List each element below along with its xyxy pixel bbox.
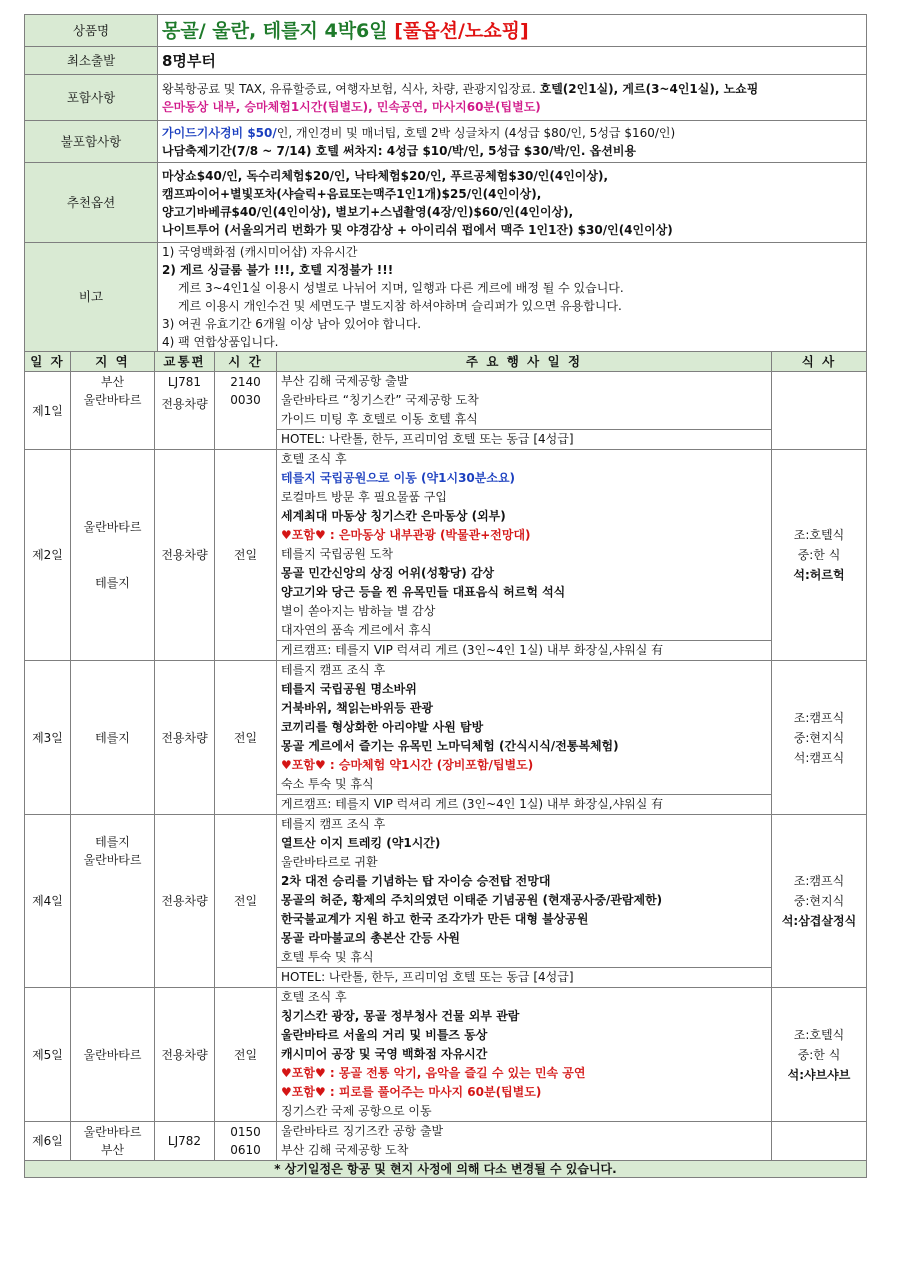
day-row-2 xyxy=(25,450,867,661)
excluded-label: 불포함사항 xyxy=(25,121,158,163)
day-label: 제3일 xyxy=(25,661,71,815)
day-meals: 조:캠프식 중:현지식 석:삼겹살정식 xyxy=(772,815,867,988)
day-time: 전일 xyxy=(215,815,277,988)
header-region: 지 역 xyxy=(71,352,155,372)
notes-label: 비고 xyxy=(25,243,158,352)
day-activities: 부산 김해 국제공항 출발 울란바타르 “칭기스칸” 국제공항 도착 가이드 미팅 후 호텔로 이동 호텔 휴식 HOTEL: 나란톨, 한두, 프리미엄 호텔 또는 동급 [4성급] xyxy=(277,372,772,450)
day-time: 0150 0610 xyxy=(215,1122,277,1161)
day-meals xyxy=(772,1122,867,1161)
included-highlight: 은마동상 내부, 승마체험1시간(팁별도), 민속공연, 마사지60분(팁별도) xyxy=(162,99,541,114)
day-time: 2140 0030 xyxy=(215,372,277,450)
product-info-table xyxy=(24,14,867,352)
header-meal: 식 사 xyxy=(772,352,867,372)
day-hotel: HOTEL: 나란톨, 한두, 프리미엄 호텔 또는 동급 [4성급] xyxy=(277,429,771,449)
min-departure-value: 8명부터 xyxy=(158,47,867,75)
day-label: 제2일 xyxy=(25,450,71,661)
day-transport: 전용차량 xyxy=(155,988,215,1122)
day-activities: 호텔 조식 후 칭기스칸 광장, 몽골 정부청사 건물 외부 관람 울란바타르 서울의 거리 및 비틀즈 동상 캐시미어 공장 및 국영 백화점 자유시간 ♥포함♥ : 몽골 전통 악기, 음악을 즐길 수 있는 민속 공연 ♥포함♥ : 피로를 풀어주는 마사지 60분(팁별도) 징기스칸 국제 공항으로 이동 xyxy=(277,988,772,1122)
day-region: 울란바타르 xyxy=(71,988,155,1122)
day-meals: 조:호텔식 중:한 식 석:샤브샤브 xyxy=(772,988,867,1122)
day-meals xyxy=(772,372,867,450)
day-row-4 xyxy=(25,815,867,988)
min-departure-label: 최소출발 xyxy=(25,47,158,75)
day-transport: 전용차량 xyxy=(155,815,215,988)
included-content: 왕복항공료 및 TAX, 유류할증료, 여행자보험, 식사, 차량, 관광지입장료. 호텔(2인1실), 게르(3~4인1실), 노쇼핑 은마동상 내부, 승마체험1시간(팁별도), 민속공연, 마사지60분(팁별도) xyxy=(158,75,867,121)
day-time: 전일 xyxy=(215,450,277,661)
day-activities: 울란바타르 징기즈칸 공항 출발 부산 김해 국제공항 도착 xyxy=(277,1122,772,1161)
product-name-label: 상품명 xyxy=(25,15,158,47)
day-time: 전일 xyxy=(215,988,277,1122)
product-tag: [풀옵션/노쇼핑] xyxy=(394,19,529,42)
day-region: 부산 울란바타르 xyxy=(71,372,155,450)
product-title: 몽골/ 울란, 테를지 4박6일 [풀옵션/노쇼핑] xyxy=(158,15,867,47)
day-region: 테를지 울란바타르 xyxy=(71,815,155,988)
header-time: 시 간 xyxy=(215,352,277,372)
day-row-6 xyxy=(25,1122,867,1161)
included-label: 포함사항 xyxy=(25,75,158,121)
itinerary-document xyxy=(24,14,866,1178)
notes-content: 1) 국영백화점 (캐시미어샵) 자유시간 2) 게르 싱글룸 불가 !!!, 호텔 지정불가 !!! 게르 3~4인1실 이용시 성별로 나뉘어 지며, 일행과 다른 게르에 배정 될 수 있습니다. 게르 이용시 개인수건 및 세면도구 별도지참 하셔야하며 슬리퍼가 있으면 유용합니다. 3) 여권 유효기간 6개월 이상 남아 있어야 합니다. 4) 팩 연합상품입니다. xyxy=(158,243,867,352)
day-transport: LJ781 전용차량 xyxy=(155,372,215,450)
header-schedule: 주 요 행 사 일 정 xyxy=(277,352,772,372)
day-meals: 조:호텔식 중:한 식 석:허르헉 xyxy=(772,450,867,661)
recommended-options-content: 마상쇼$40/인, 독수리체험$20/인, 낙타체험$20/인, 푸르공체험$30/인(4인이상), 캠프파이어+별빛포차(샤슬릭+음료또는맥주1인1개)$25/인(4인이상), 양고기바베큐$40/인(4인이상), 별보기+스냅촬영(4장/인)$60/인(4인이상), 나이트투어 (서울의거리 번화가 및 야경감상 + 아이리쉬 펍에서 맥주 1인1잔) $30/인(4인이상) xyxy=(158,163,867,243)
day-hotel: 게르캠프: 테를지 VIP 럭셔리 게르 (3인~4인 1실) 내부 화장실,샤워실 有 xyxy=(277,794,771,814)
day-hotel: 게르캠프: 테를지 VIP 럭셔리 게르 (3인~4인 1실) 내부 화장실,샤워실 有 xyxy=(277,640,771,660)
header-day: 일 자 xyxy=(25,352,71,372)
day-transport: 전용차량 xyxy=(155,661,215,815)
schedule-footer-note: * 상기일정은 항공 및 현지 사정에 의해 다소 변경될 수 있습니다. xyxy=(25,1161,867,1178)
day-region: 울란바타르 부산 xyxy=(71,1122,155,1161)
day-meals: 조:캠프식 중:현지식 석:캠프식 xyxy=(772,661,867,815)
day-row-1 xyxy=(25,372,867,450)
day-row-3 xyxy=(25,661,867,815)
schedule-table xyxy=(24,351,867,1178)
day-time: 전일 xyxy=(215,661,277,815)
day-transport: LJ782 xyxy=(155,1122,215,1161)
day-label: 제4일 xyxy=(25,815,71,988)
header-transport: 교통편 xyxy=(155,352,215,372)
day-transport: 전용차량 xyxy=(155,450,215,661)
day-label: 제6일 xyxy=(25,1122,71,1161)
day-row-5 xyxy=(25,988,867,1122)
day-activities: 테를지 캠프 조식 후 테를지 국립공원 명소바위 거북바위, 책읽는바위등 관광 코끼리를 형상화한 아리야발 사원 탐방 몽골 게르에서 즐기는 유목민 노마딕체험 (간식시식/전통복체험) ♥포함♥ : 승마체험 약1시간 (장비포함/팁별도) 숙소 투숙 및 휴식 게르캠프: 테를지 VIP 럭셔리 게르 (3인~4인 1실) 내부 화장실,샤워실 有 xyxy=(277,661,772,815)
day-activities: 호텔 조식 후 테를지 국립공원으로 이동 (약1시30분소요) 로컬마트 방문 후 필요물품 구입 세계최대 마동상 칭기스칸 은마동상 (외부) ♥포함♥ : 은마동상 내부관광 (박물관+전망대) 테를지 국립공원 도착 몽골 민간신앙의 상징 어위(성황당) 감상 양고기와 당근 등을 찐 유목민들 대표음식 허르헉 석식 별이 쏟아지는 밤하늘 별 감상 대자연의 품속 게르에서 휴식 게르캠프: 테를지 VIP 럭셔리 게르 (3인~4인 1실) 내부 화장실,샤워실 有 xyxy=(277,450,772,661)
day-label: 제5일 xyxy=(25,988,71,1122)
recommended-options-label: 추천옵션 xyxy=(25,163,158,243)
day-region: 울란바타르 테를지 xyxy=(71,450,155,661)
day-label: 제1일 xyxy=(25,372,71,450)
schedule-header xyxy=(25,352,867,372)
day-activities: 테를지 캠프 조식 후 열트산 이지 트레킹 (약1시간) 울란바타르로 귀환 2차 대전 승리를 기념하는 탑 자이승 승전탑 전망대 몽골의 허준, 황제의 주치의였던 이태준 기념공원 (현재공사중/관람제한) 한국불교계가 지원 하고 한국 조각가가 만든 대형 불상공원 몽골 라마불교의 총본산 간등 사원 호텔 투숙 및 휴식 HOTEL: 나란톨, 한두, 프리미엄 호텔 또는 동급 [4성급] xyxy=(277,815,772,988)
day-hotel: HOTEL: 나란톨, 한두, 프리미엄 호텔 또는 동급 [4성급] xyxy=(277,967,771,987)
excluded-content: 가이드기사경비 $50/인, 개인경비 및 매너팁, 호텔 2박 싱글차지 (4성급 $80/인, 5성급 $160/인) 나담축제기간(7/8 ~ 7/14) 호텔 써차지: 4성급 $10/박/인, 5성급 $30/박/인. 옵션비용 xyxy=(158,121,867,163)
day-region: 테를지 xyxy=(71,661,155,815)
